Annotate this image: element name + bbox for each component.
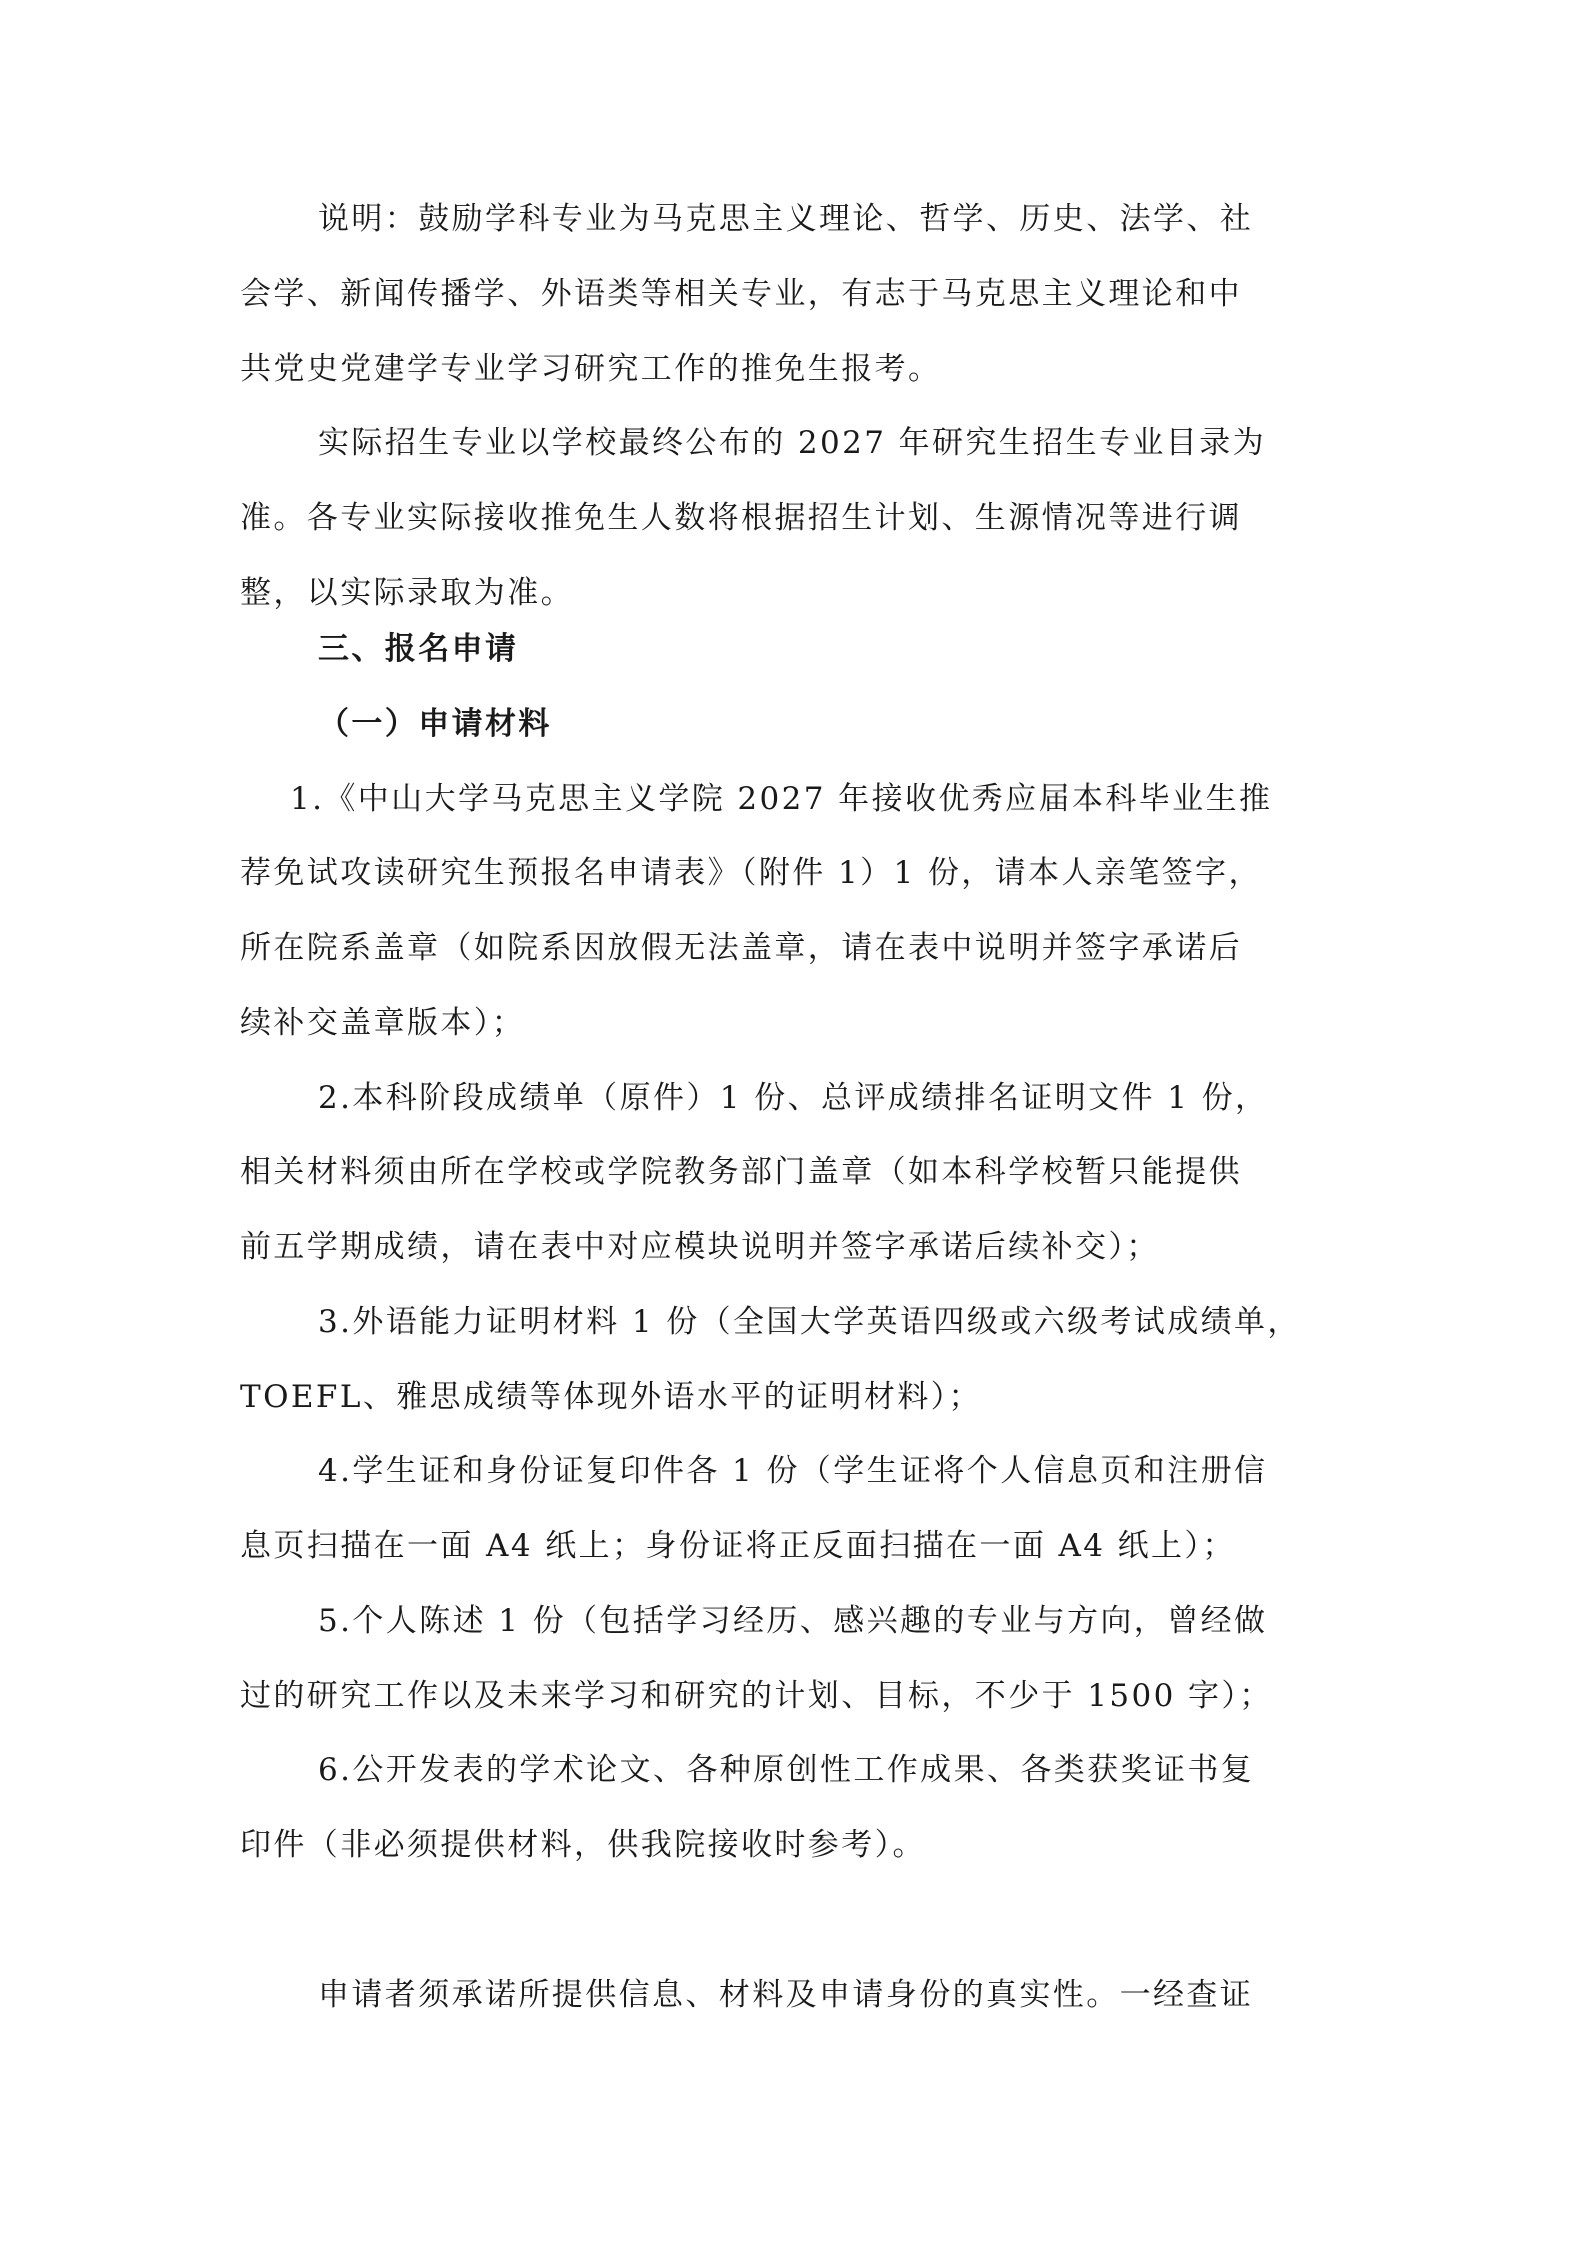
item-3-line-1: 3.外语能力证明材料 1 份（全国大学英语四级或六级考试成绩单，: [318, 1304, 1301, 1340]
item-6-line-1: 6.公开发表的学术论文、各种原创性工作成果、各类获奖证书复: [318, 1752, 1255, 1788]
item-5-line-1: 5.个人陈述 1 份（包括学习经历、感兴趣的专业与方向，曾经做: [318, 1603, 1268, 1639]
item-3-line-2: TOEFL、雅思成绩等体现外语水平的证明材料）；: [240, 1379, 982, 1415]
note-line-1: 说明：鼓励学科专业为马克思主义理论、哲学、历史、法学、社: [318, 201, 1254, 237]
note-line-3: 共党史党建学专业学习研究工作的推免生报考。: [240, 351, 942, 387]
paragraph-line-3: 整，以实际录取为准。: [240, 575, 574, 611]
item-1-line-1: 1.《中山大学马克思主义学院 2027 年接收优秀应届本科毕业生推: [290, 781, 1273, 817]
item-1-line-2: 荐免试攻读研究生预报名申请表》（附件 1）1 份，请本人亲笔签字，: [240, 855, 1262, 891]
item-6-line-2: 印件（非必须提供材料，供我院接收时参考）。: [240, 1827, 926, 1863]
item-4-line-2: 息页扫描在一面 A4 纸上；身份证将正反面扫描在一面 A4 纸上）；: [240, 1528, 1236, 1564]
item-2-line-1: 2.本科阶段成绩单（原件）1 份、总评成绩排名证明文件 1 份，: [318, 1080, 1269, 1116]
section-heading: 三、报名申请: [318, 631, 519, 667]
item-5-line-2: 过的研究工作以及未来学习和研究的计划、目标，不少于 1500 字）；: [240, 1678, 1273, 1714]
subsection-heading: （一）申请材料: [318, 706, 552, 742]
note-line-2: 会学、新闻传播学、外语类等相关专业，有志于马克思主义理论和中: [240, 276, 1242, 312]
item-2-line-3: 前五学期成绩，请在表中对应模块说明并签字承诺后续补交）；: [240, 1229, 1160, 1265]
commitment-line-1: 申请者须承诺所提供信息、材料及申请身份的真实性。一经查证: [318, 1977, 1254, 2013]
item-1-line-3: 所在院系盖章（如院系因放假无法盖章，请在表中说明并签字承诺后: [240, 930, 1242, 966]
item-4-line-1: 4.学生证和身份证复印件各 1 份（学生证将个人信息页和注册信: [318, 1453, 1268, 1489]
paragraph-line-2: 准。各专业实际接收推免生人数将根据招生计划、生源情况等进行调: [240, 500, 1242, 536]
item-1-line-4: 续补交盖章版本）；: [240, 1005, 526, 1041]
paragraph-line-1: 实际招生专业以学校最终公布的 2027 年研究生招生专业目录为: [318, 425, 1266, 461]
item-2-line-2: 相关材料须由所在学校或学院教务部门盖章（如本科学校暂只能提供: [240, 1154, 1242, 1190]
